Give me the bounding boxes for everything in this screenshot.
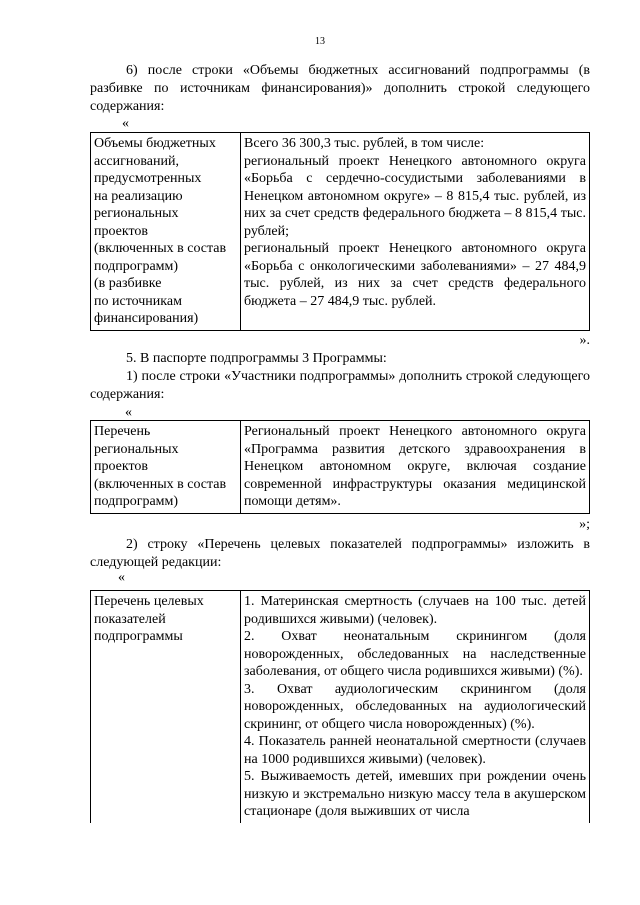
page-number: 13 xyxy=(315,36,325,47)
indicators-row-label: Перечень целевых показателей подпрограммы xyxy=(91,591,241,823)
budget-total: Всего 36 300,3 тыс. рублей, в том числе: xyxy=(244,136,485,151)
amendment-paragraph-2 xyxy=(90,536,590,572)
item-5-heading: 5. В паспорте подпрограммы 3 Программы: xyxy=(126,351,387,366)
budget-row-content xyxy=(241,133,590,331)
table-row xyxy=(91,421,590,514)
indicator-item: 3. Охват аудиологическим скринингом (доля новорожденных, обследованных на аудиологический скрининг, от общего числа новорожденных) (%). xyxy=(244,681,586,732)
amendment-paragraph-1 xyxy=(90,368,590,404)
amendment-6-text: 6) после строки «Объемы бюджетных ассигнований подпрограммы (в разбивке по источникам финансирования)» дополнить строкой следующего содержания: xyxy=(90,63,590,114)
indicator-item: 4. Показатель ранней неонатальной смертности (случаев на 1000 родившихся живыми) (человек). xyxy=(244,734,586,767)
table-row xyxy=(91,591,590,823)
projects-row-content: Региональный проект Ненецкого автономного округа «Программа развития детского здравоохранения в Ненецком автономном округе, включая создание современной инфраструктуры оказания медицинской помощи детям». xyxy=(241,421,590,514)
indicators-row-content xyxy=(241,591,590,823)
budget-table xyxy=(90,132,590,331)
table-row xyxy=(91,133,590,331)
indicator-item: 2. Охват неонатальным скринингом (доля новорожденных, обследованных на наследственные заболевания, от общего числа родившихся живыми) (%). xyxy=(244,629,586,679)
regional-projects-table xyxy=(90,420,590,514)
projects-row-label: Перечень региональных проектов (включенных в состав подпрограмм) xyxy=(91,421,241,514)
amendment-2-text: 2) строку «Перечень целевых показателей подпрограммы» изложить в следующей редакции: xyxy=(90,537,590,570)
open-quote: « xyxy=(122,116,129,131)
budget-project-cardio: региональный проект Ненецкого автономного округа «Борьба с сердечно-сосудистыми заболеваниями в Ненецком автономном округе» – 8 815,4 тыс. рублей, из них за счет средств федерального бюджета – 8 815,4 тыс. рублей; xyxy=(244,153,586,239)
indicator-item: 5. Выживаемость детей, имевших при рождении очень низкую и экстремально низкую массу тела в акушерском стационаре (доля выживших от числа xyxy=(244,769,586,819)
close-quote: »; xyxy=(579,517,590,532)
target-indicators-table xyxy=(90,590,590,823)
open-quote: « xyxy=(118,570,125,585)
budget-row-label: Объемы бюджетных ассигнований, предусмотренных на реализацию региональных проектов (включенных в состав подпрограмм) (в разбивке по источникам финансирования) xyxy=(91,133,241,331)
amendment-paragraph-6 xyxy=(90,62,590,116)
open-quote: « xyxy=(125,405,132,420)
indicator-item: 1. Материнская смертность (случаев на 100 тыс. детей родившихся живыми) (человек). xyxy=(244,594,586,627)
amendment-1-text: 1) после строки «Участники подпрограммы» дополнить строкой следующего содержания: xyxy=(90,369,590,402)
budget-project-onco: региональный проект Ненецкого автономного округа «Борьба с онкологическими заболеваниями» – 27 484,9 тыс. рублей, из них за счет средств федерального бюджета – 27 484,9 тыс. рублей. xyxy=(244,241,586,309)
close-quote: ». xyxy=(579,333,590,348)
